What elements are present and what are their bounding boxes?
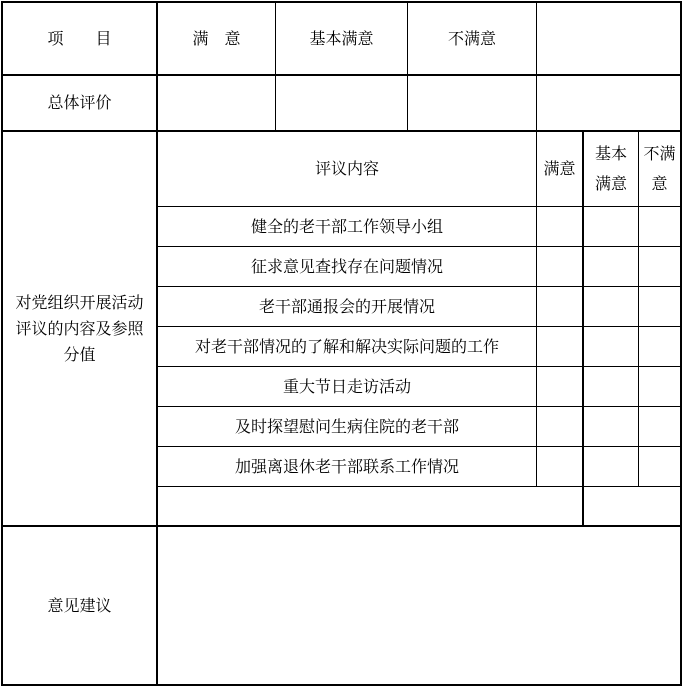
- evaluation-item: 征求意见查找存在问题情况: [250, 256, 443, 276]
- rating-cell-dissatisfied[interactable]: [639, 247, 680, 286]
- rating-cell-satisfied[interactable]: [537, 247, 582, 286]
- col-basically-satisfied-header: 基本 满意: [594, 144, 627, 193]
- col-satisfied-header: 满意: [543, 159, 576, 178]
- rating-cell-basically-satisfied[interactable]: [584, 407, 638, 446]
- blank-row-cell[interactable]: [584, 487, 680, 525]
- evaluation-section-label: 对党组织开展活动 评议的内容及参照 分值: [15, 292, 144, 364]
- header-satisfied: 满 意: [192, 28, 241, 48]
- rating-cell-satisfied[interactable]: [537, 207, 582, 246]
- content-header: 评议内容: [314, 159, 379, 178]
- rating-cell-dissatisfied[interactable]: [639, 287, 680, 326]
- rating-cell-dissatisfied[interactable]: [639, 327, 680, 366]
- rating-cell-satisfied[interactable]: [537, 327, 582, 366]
- rating-cell-basically-satisfied[interactable]: [584, 367, 638, 406]
- rating-cell-basically-satisfied[interactable]: [584, 327, 638, 366]
- header-blank-cell[interactable]: [537, 3, 680, 74]
- overall-satisfied-cell[interactable]: [158, 76, 275, 130]
- evaluation-item: 对老干部情况的了解和解决实际问题的工作: [194, 336, 499, 356]
- evaluation-item: 老干部通报会的开展情况: [258, 296, 435, 316]
- rating-cell-dissatisfied[interactable]: [639, 367, 680, 406]
- evaluation-item: 加强离退休老干部联系工作情况: [234, 456, 459, 476]
- header-dissatisfied: 不满意: [447, 28, 496, 48]
- rating-cell-dissatisfied[interactable]: [639, 447, 680, 486]
- overall-basically-satisfied-cell[interactable]: [276, 76, 407, 130]
- evaluation-item: 及时探望慰问生病住院的老干部: [234, 416, 459, 436]
- rating-cell-satisfied[interactable]: [537, 367, 582, 406]
- evaluation-item: 重大节日走访活动: [282, 376, 411, 396]
- header-basically-satisfied: 基本满意: [309, 28, 374, 48]
- overall-label: 总体评价: [47, 93, 112, 112]
- suggestions-label: 意见建议: [47, 595, 112, 615]
- col-dissatisfied-header: 不满 意: [643, 144, 676, 193]
- rating-cell-satisfied[interactable]: [537, 287, 582, 326]
- border-bottom: [1, 684, 682, 686]
- overall-extra-cell[interactable]: [537, 76, 680, 130]
- rating-cell-dissatisfied[interactable]: [639, 407, 680, 446]
- rating-cell-basically-satisfied[interactable]: [584, 287, 638, 326]
- rating-cell-basically-satisfied[interactable]: [584, 447, 638, 486]
- evaluation-item: 健全的老干部工作领导小组: [250, 216, 443, 236]
- rating-cell-basically-satisfied[interactable]: [584, 207, 638, 246]
- rating-cell-basically-satisfied[interactable]: [584, 247, 638, 286]
- overall-dissatisfied-cell[interactable]: [408, 76, 536, 130]
- rating-cell-satisfied[interactable]: [537, 447, 582, 486]
- rating-cell-dissatisfied[interactable]: [639, 207, 680, 246]
- blank-row-cell[interactable]: [158, 487, 582, 525]
- suggestions-input-area[interactable]: [158, 527, 680, 684]
- border-right: [680, 1, 682, 686]
- header-item: 项 目: [47, 28, 112, 48]
- rating-cell-satisfied[interactable]: [537, 407, 582, 446]
